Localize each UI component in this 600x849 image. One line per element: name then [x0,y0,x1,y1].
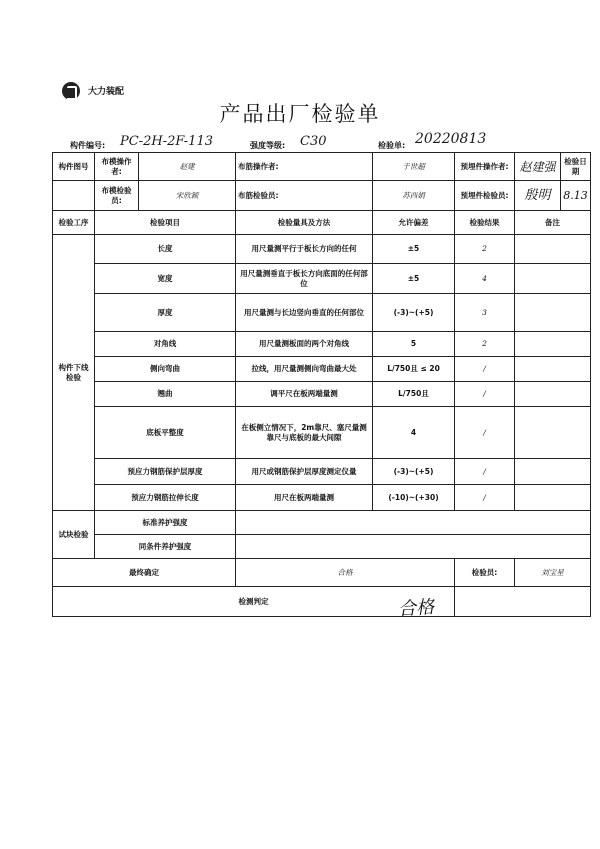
table-row-tolerance: L/750且 ≤ 20 [373,357,455,382]
table-row-result: / [455,407,515,459]
embed-inspector-label: 预埋件检验员: [455,181,515,211]
final-value: 合格 [236,559,455,587]
col-tolerance: 允许偏差 [373,211,455,235]
table-row-method: 用尺在板两端量测 [236,485,373,511]
inspect-date-label: 检验日期 [561,153,591,181]
table-row-tolerance: (-3)~(+5) [373,294,455,332]
rebar-operator-sig: 于世超 [373,153,455,181]
component-no-value: PC-2H-2F-113 [120,134,213,149]
judge-label: 检测判定 [53,587,455,617]
table-row-result: 2 [455,332,515,357]
strength-label: 强度等级: [250,141,286,150]
table-row-method: 用尺或钢筋保护层厚度测定仪量 [236,459,373,485]
table-row-item: 预应力钢筋保护层厚度 [95,459,236,485]
table-row-method: 用尺量测垂直于板长方向底面的任何部位 [236,264,373,294]
table-row-tolerance: L/750且 [373,382,455,407]
rebar-inspector-sig: 苏西娟 [373,181,455,211]
table-row-tolerance: 4 [373,407,455,459]
table-row-method: 在板侧立情况下，2m靠尺、塞尺量测靠尺与底板的最大间隙 [236,407,373,459]
embed-operator-sig: 赵建强 [515,153,561,181]
strength-value: C30 [300,134,327,149]
table-row-item: 厚度 [95,294,236,332]
table-row-method: 拉线，用尺量测侧向弯曲最大处 [236,357,373,382]
table-row-item: 宽度 [95,264,236,294]
final-label: 最终确定 [53,559,236,587]
table-row-tolerance: 5 [373,332,455,357]
table-row-method: 用尺量测板面的两个对角线 [236,332,373,357]
formwork-inspector-label: 布模检验员: [95,181,139,211]
table-row-item: 底板平整度 [95,407,236,459]
standard-curing-label: 标准养护强度 [95,511,236,535]
inspection-label: 检验单: [378,141,406,150]
table-row-item: 对角线 [95,332,236,357]
col-item: 检验项目 [95,211,236,235]
table-row-result: / [455,459,515,485]
table-row-item: 翘曲 [95,382,236,407]
table-row-tolerance: ±5 [373,235,455,264]
embed-operator-label: 预埋件操作者: [455,153,515,181]
rebar-operator-label: 布筋操作者: [236,153,373,181]
judge-stamp: 合格 [397,596,435,621]
col-result: 检验结果 [455,211,515,235]
table-row-result: / [455,382,515,407]
final-inspector-label: 检验员: [455,559,515,587]
component-no-label: 构件编号: [70,141,106,150]
table-row-method: 用尺量测平行于板长方向的任何 [236,235,373,264]
col-process: 检验工序 [53,211,95,235]
rebar-inspector-label: 布筋检验员: [236,181,373,211]
formwork-inspector-sig: 宋欣颖 [139,181,236,211]
table-row-result: 3 [455,294,515,332]
inspection-value: 20220813 [415,131,487,147]
table-row-item: 长度 [95,235,236,264]
formwork-operator-sig: 赵建 [139,153,236,181]
col-remark: 备注 [515,211,591,235]
inspection-table [52,152,591,617]
test-block-label: 试块检验 [53,511,95,559]
company-name: 大力装配 [88,87,125,97]
final-inspector-sig: 刘宝星 [515,559,591,587]
table-row-result: / [455,485,515,511]
table-row-result: 4 [455,264,515,294]
table-row-item: 侧向弯曲 [95,357,236,382]
same-condition-curing-label: 同条件养护强度 [95,535,236,559]
table-row-result: 2 [455,235,515,264]
embed-inspector-sig: 殷明 [515,181,561,211]
table-row-tolerance: ±5 [373,264,455,294]
table-row-result: / [455,357,515,382]
table-row-method: 用尺量测与长边竖向垂直的任何部位 [236,294,373,332]
col-method: 检验量具及方法 [236,211,373,235]
table-row-tolerance: (-10)~(+30) [373,485,455,511]
formwork-operator-label: 布模操作者: [95,153,139,181]
date-sig: 8.13 [561,181,591,211]
table-row-tolerance: (-3)~(+5) [373,459,455,485]
table-row-method: 调平尺在板两端量测 [236,382,373,407]
group-label: 构件下线检验 [53,235,95,511]
table-row-item: 预应力钢筋拉伸长度 [95,485,236,511]
component-no-cell: 构件图号 [53,153,95,181]
page-title: 产品出厂检验单 [219,102,381,126]
